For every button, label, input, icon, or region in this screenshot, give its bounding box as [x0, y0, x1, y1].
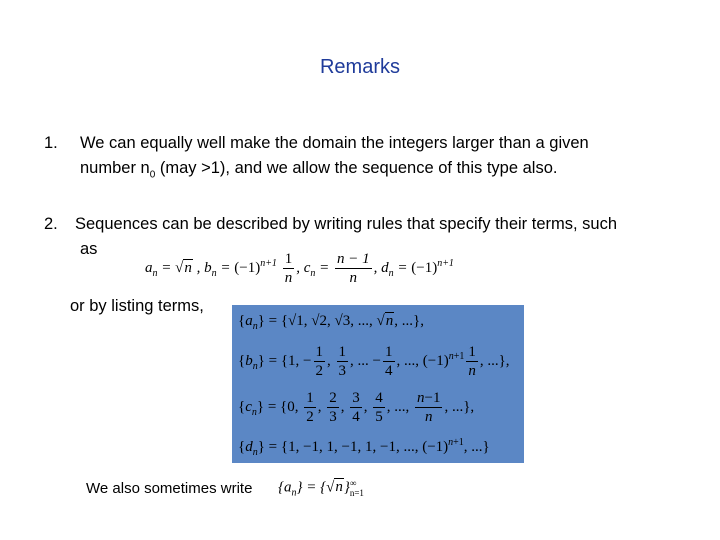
rules-formula: $a_n = √n$ , $b_n = (-1)^{n+1}$ $\frac{1}{n}$ , $c_n$ = $\frac{n - 1}{n}$ , $d_n = (-1)^{n+1}$	[145, 251, 454, 286]
sequence-listing-box	[232, 305, 524, 463]
sequence-b: $\{b_n\} = \{1$, − $\frac{1}{2}$ , $\frac{1}{3}$ , ... − $\frac{1}{4}$ , ..., $(-1)^{n+1}$ $\frac{1}{n}$ , ...},	[238, 344, 510, 379]
sequence-a: $\{a_n\} = \{√1$, √2, √3, ..., √n, ...},	[238, 313, 424, 332]
item-number-1: 1.	[44, 134, 58, 152]
also-label: We also sometimes write	[86, 480, 253, 497]
sequence-c: $\{c_n\} = \{0$, $\frac{1}{2}$ , $\frac{2}{3}$ , $\frac{3}{4}$ , $\frac{4}{5}$ , ..., $\frac{n-1}{n}$ , ...},	[238, 390, 475, 425]
also-formula: $\{a_n\} = \{√n\}$ ∞ n=1	[278, 478, 364, 499]
item-2-line-1: Sequences can be described by writing rules that specify their terms, such	[75, 215, 618, 233]
sequence-d: $\{d_n\} = \{1$, −1, 1, −1, 1, −1, ..., $(-1)^{n+1}$, ...}	[238, 437, 490, 458]
item-1-line-1: We can equally well make the domain the integers larger than a given	[80, 134, 589, 152]
page-title: Remarks	[319, 56, 400, 78]
listing-label: or by listing terms,	[70, 297, 204, 315]
item-number-2: 2.	[44, 215, 58, 233]
item-2-line-2: as	[80, 240, 98, 258]
item-1-line-2: number $n_0$ (may >1), and we allow the sequence of this type also.	[80, 159, 558, 181]
